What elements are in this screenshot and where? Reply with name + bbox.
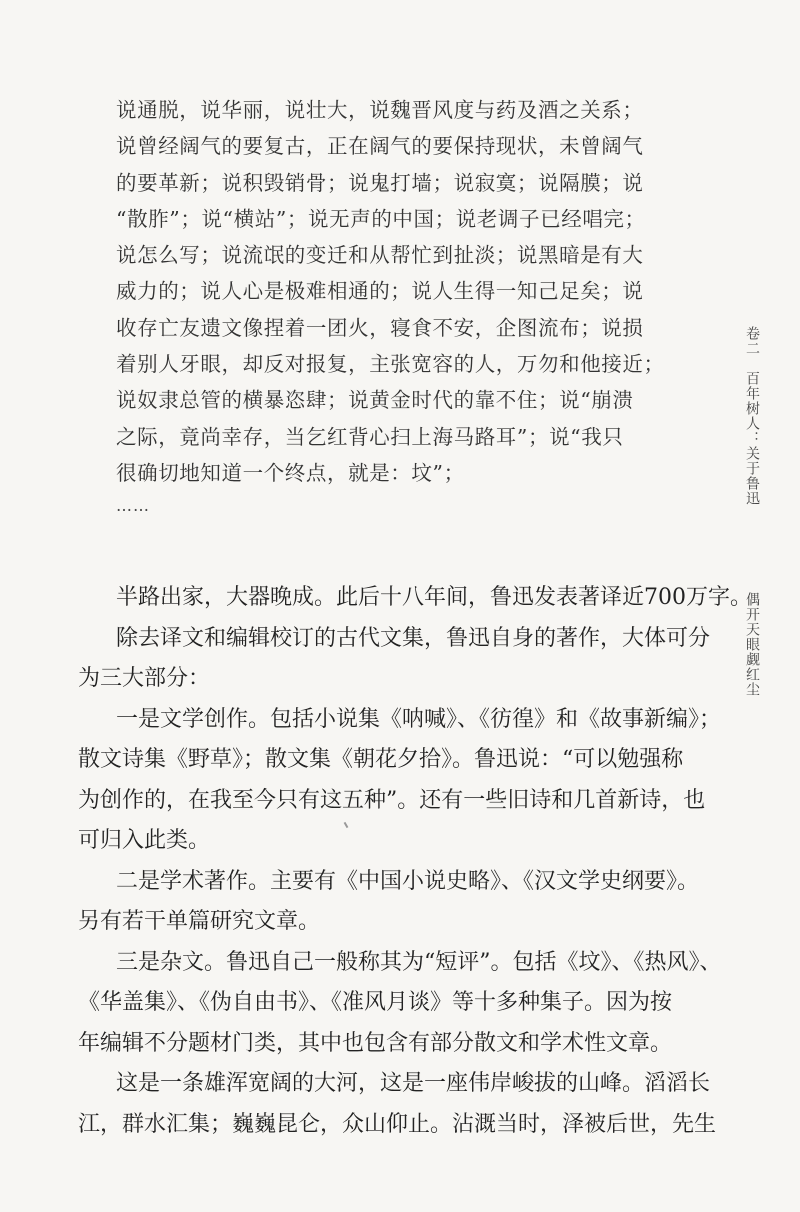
- prose-line: 半路出家，大器晚成。此后十八年间，鲁迅发表著译近700万字。: [116, 585, 752, 610]
- prose-line: 三是杂文。鲁迅自己一般称其为“短评”。包括《坟》、《热风》、: [116, 949, 722, 975]
- poem-line: “散胙”；说“横站”；说无声的中国；说老调子已经唱完；: [116, 206, 646, 231]
- prose-line: 年编辑不分题材门类，其中也包含有部分散文和学术性文章。: [78, 1030, 673, 1056]
- prose-line: 这是一条雄浑宽阔的大河，这是一座伟岸峻拔的山峰。滔滔长: [116, 1071, 711, 1096]
- poem-line: 威力的；说人心是极难相通的；说人生得一知己足矣；说: [116, 279, 644, 304]
- running-head-book-title: 偶开天眼觑红尘: [744, 592, 760, 697]
- prose-line: 一是文学创作。包括小说集《呐喊》、《彷徨》和《故事新编》；: [116, 706, 722, 732]
- poem-line: 着别人牙眼，却反对报复，主张宽容的人，万勿和他接近；: [116, 352, 665, 377]
- running-head-chapter: 卷二 百年树人：关于鲁迅: [744, 326, 760, 506]
- poem-line: 很确切地知道一个终点，就是：坟”；: [116, 460, 465, 485]
- prose-line: 二是学术著作。主要有《中国小说史略》、《汉文学史纲要》。: [116, 868, 700, 894]
- poem-line: 之际，竟尚幸存，当乞红背心扫上海马路耳”；说“我只: [116, 424, 624, 449]
- prose-line: 散文诗集《野草》；散文集《朝花夕拾》。鲁迅说：“可以勉强称: [78, 747, 684, 772]
- prose-line: 为三大部分：: [78, 666, 211, 691]
- prose-line: 除去译文和编辑校订的古代文集，鲁迅自身的著作，大体可分: [116, 625, 711, 651]
- prose-line: 为创作的，在我至今只有这五种”。还有一些旧诗和几首新诗，也: [78, 787, 706, 813]
- poem-line: 说奴隶总管的横暴恣肆；说黄金时代的靠不住；说“崩溃: [116, 388, 634, 413]
- poem-line: 说曾经阔气的要复古，正在阔气的要保持现状，未曾阔气: [116, 134, 644, 159]
- prose-line: 可归入此类。: [78, 828, 211, 853]
- poem-ellipsis: ……: [116, 496, 150, 516]
- prose-line: 另有若干单篇研究文章。: [78, 909, 321, 934]
- prose-line: 江，群水汇集；巍巍昆仑，众山仰止。沾溉当时，泽被后世，先生: [78, 1111, 717, 1137]
- poem-line: 说通脱，说华丽，说壮大，说魏晋风度与药及酒之关系；: [116, 98, 644, 122]
- poem-line: 说怎么写；说流氓的变迁和从帮忙到扯淡；说黑暗是有大: [116, 243, 644, 268]
- poem-block: [116, 92, 665, 521]
- poem-line: 的要革新；说积毁销骨；说鬼打墙；说寂寞；说隔膜；说: [116, 170, 644, 195]
- prose-line: 《华盖集》、《伪自由书》、《准风月谈》等十多种集子。因为按: [78, 990, 673, 1015]
- poem-line: 收存亡友遗文像捏着一团火，寝食不安，企图流布；说损: [116, 315, 644, 340]
